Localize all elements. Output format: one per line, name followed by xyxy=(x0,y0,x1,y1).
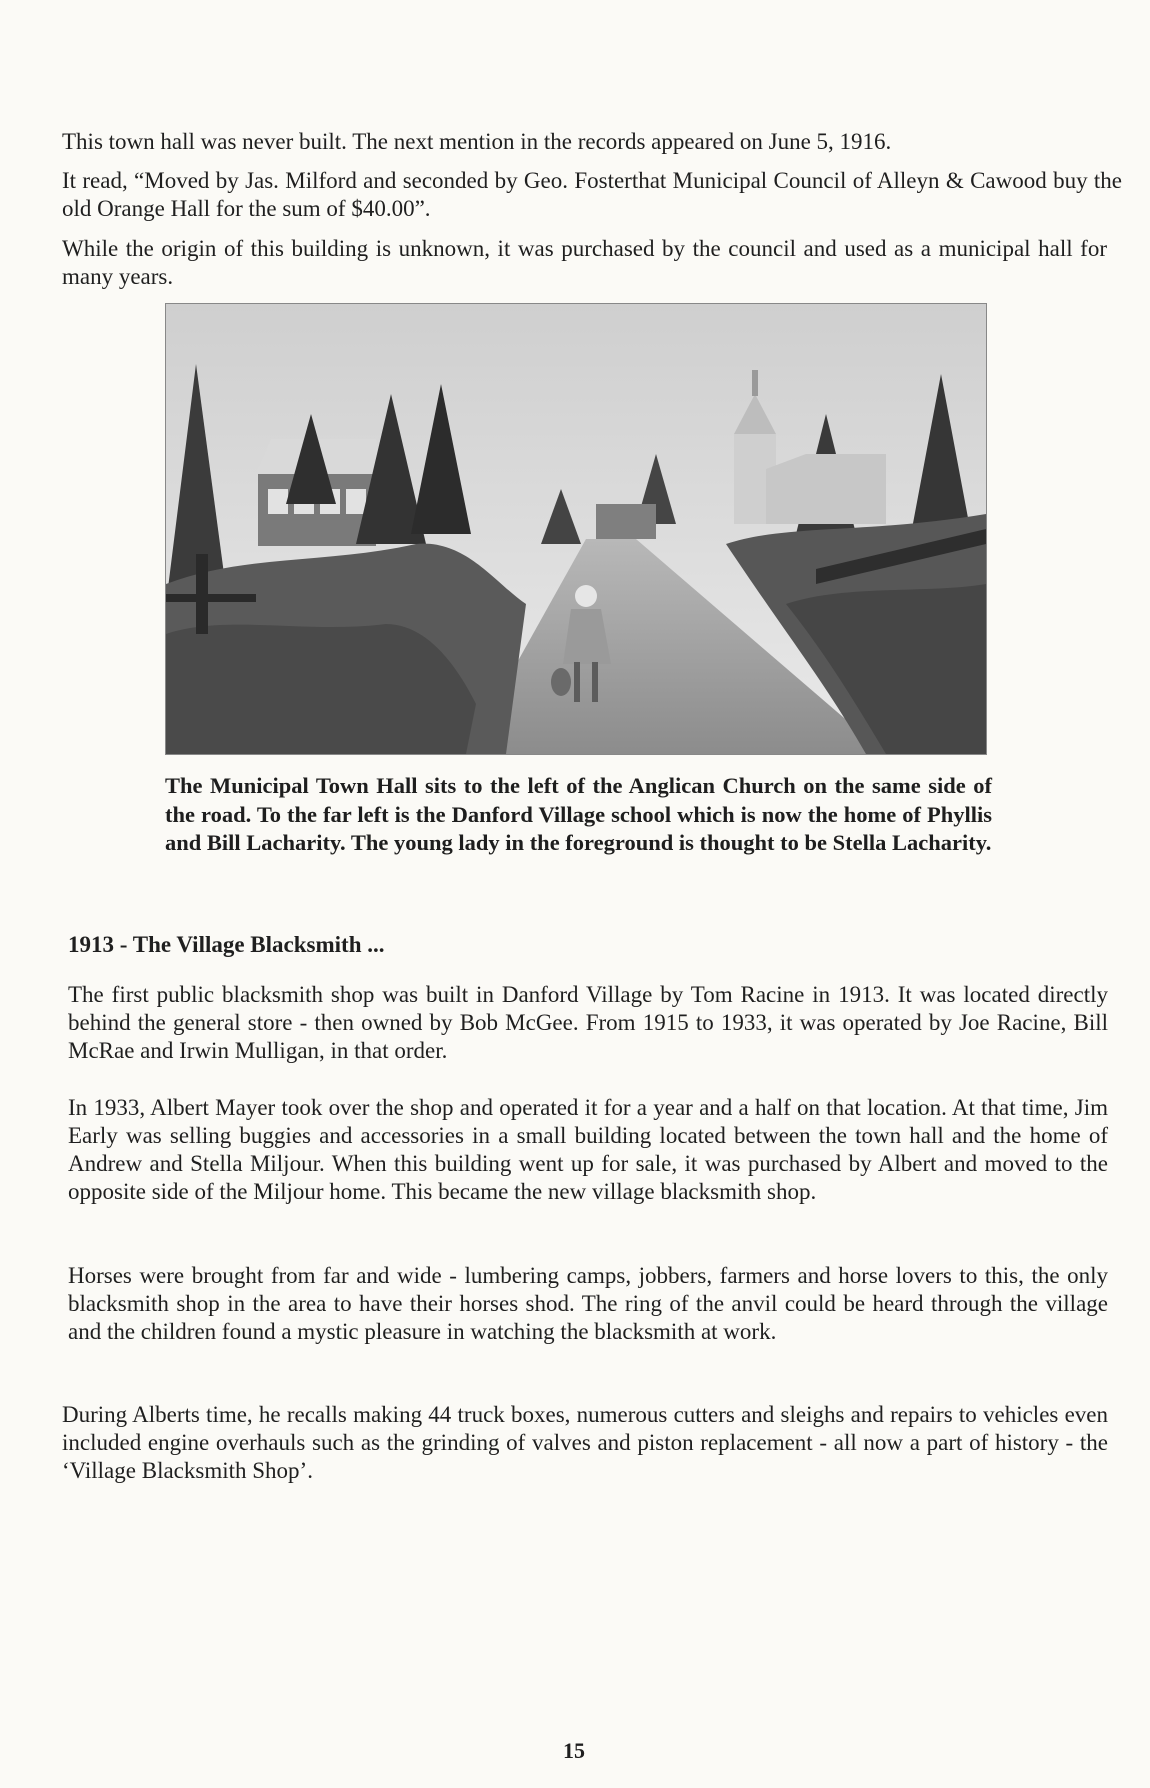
photo-caption: The Municipal Town Hall sits to the left of the Anglican Church on the same side of the road. To the far left is the Danford Village school which is now the home of Phyllis and Bill Lacharity. The young lady in the foreground is thought to be Stella Lacharity. xyxy=(165,773,992,855)
intro-line-2: It read, “Moved by Jas. Milford and seconded by Geo. Fosterthat Municipal Council of Alleyn & Cawood buy the old Orange Hall for the sum of $40.00”. xyxy=(62,168,1122,221)
village-photo xyxy=(165,303,987,755)
blacksmith-paragraph-1: The first public blacksmith shop was built in Danford Village by Tom Racine in 1913. It was located directly behind the general store - then owned by Bob McGee. From 1915 to 1933, it was operated by Joe Racine, Bill McRae and Irwin Mulligan, in that order. xyxy=(68,982,1108,1063)
page-number: 15 xyxy=(563,1738,585,1763)
village-road-photo xyxy=(166,304,986,754)
intro-line-1: This town hall was never built. The next mention in the records appeared on June 5, 1916. xyxy=(62,129,892,154)
blacksmith-paragraph-2: In 1933, Albert Mayer took over the shop and operated it for a year and a half on that location. At that time, Jim Early was selling buggies and accessories in a small building located between the town hall and the home of Andrew and Stella Miljour. When this building went up for sale, it was purchased by Albert and moved to the opposite side of the Miljour home. This became the new village blacksmith shop. xyxy=(68,1095,1108,1204)
blacksmith-paragraph-4: During Alberts time, he recalls making 44 truck boxes, numerous cutters and sleighs and repairs to vehicles even included engine overhauls such as the grinding of valves and piston replacement - all now a part of history - the ‘Village Blacksmith Shop’. xyxy=(62,1402,1108,1483)
blacksmith-paragraph-3: Horses were brought from far and wide - lumbering camps, jobbers, farmers and horse lovers to this, the only blacksmith shop in the area to have their horses shod. The ring of the anvil could be heard through the village and the children found a mystic pleasure in watching the blacksmith at work. xyxy=(68,1263,1108,1344)
intro-line-3: While the origin of this building is unknown, it was purchased by the council and used as a municipal hall for many years. xyxy=(62,236,1107,289)
section-heading: 1913 - The Village Blacksmith ... xyxy=(68,932,385,957)
